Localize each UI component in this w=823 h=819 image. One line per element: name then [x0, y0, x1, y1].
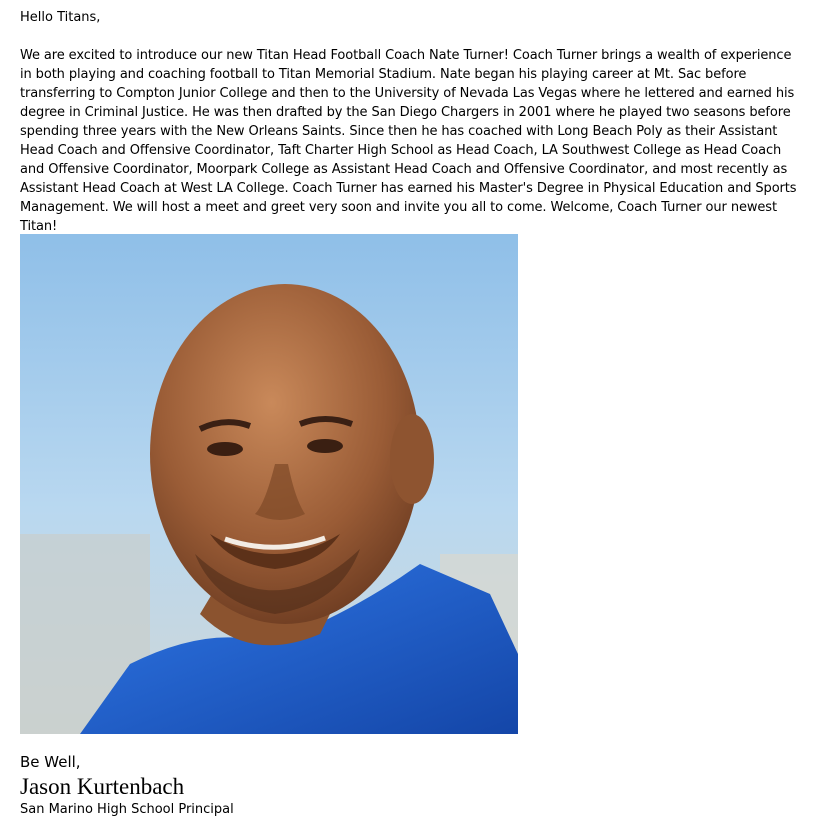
- coach-portrait-photo: [20, 234, 518, 734]
- portrait-illustration: [20, 234, 518, 734]
- signer-name: Jason Kurtenbach: [20, 774, 185, 799]
- signer-title: San Marino High School Principal: [20, 802, 234, 817]
- greeting: Hello Titans,: [20, 10, 101, 25]
- signoff: Be Well,: [20, 753, 81, 771]
- announcement-paragraph: We are excited to introduce our new Titan Head Football Coach Nate Turner! Coach Turner brings a wealth of experience in both playing and coaching football to Titan Memorial Stadium. Nate began his playing career at Mt. Sac before transferring to Compton Junior College and then to the University of Nevada Las Vegas where he lettered and earned his degree in Criminal Justice. He was then drafted by the San Diego Chargers in 2001 where he played two seasons before spending three years with the New Orleans Saints. Since then he has coached with Long Beach Poly as their Assistant Head Coach and Offensive Coordinator, Taft Charter High School as Head Coach, LA Southwest College as Head Coach and Offensive Coordinator, Moorpark College as Assistant Head Coach and Offensive Coordinator, and most recently as Assistant Head Coach at West LA College. Coach Turner has earned his Master's Degree in Physical Education and Sports Management. We will host a meet and greet very soon and invite you all to come. Welcome, Coach Turner our newest Titan!: [20, 48, 797, 234]
- letter-body: [20, 8, 800, 236]
